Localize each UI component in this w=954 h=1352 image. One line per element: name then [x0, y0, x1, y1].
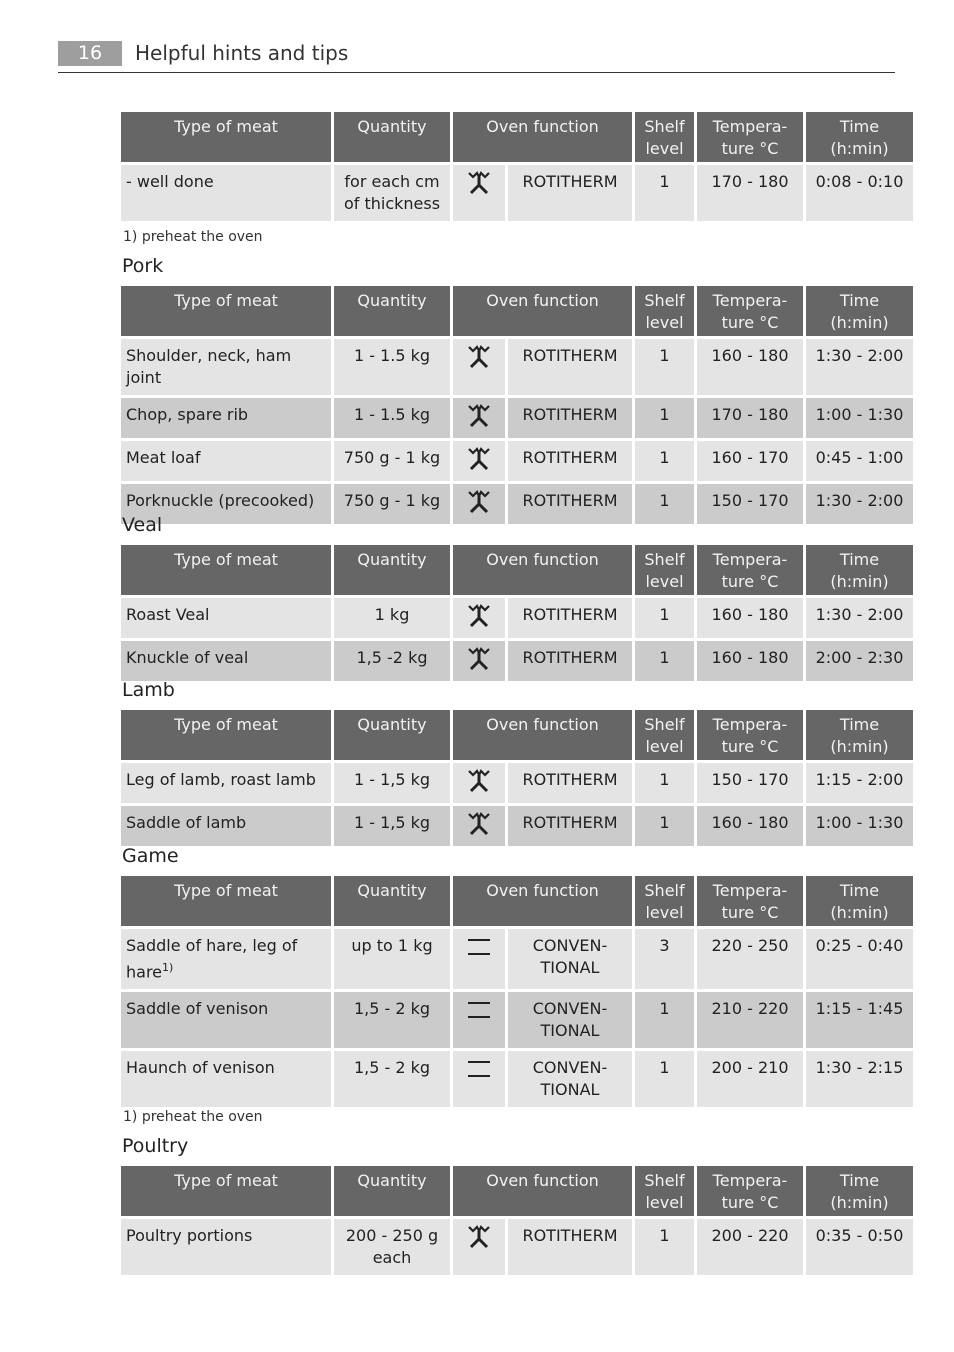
- cell-type-of-meat: [121, 763, 331, 803]
- footnote-marker: 1): [162, 961, 174, 974]
- cell-quantity: 1 - 1,5 kg: [334, 763, 450, 803]
- cell-function-icon: [453, 598, 505, 638]
- header-row: [121, 710, 913, 760]
- cell-shelf-level: 1: [635, 398, 694, 438]
- cell-quantity: 1 kg: [334, 598, 450, 638]
- table-row: [121, 1219, 913, 1275]
- conventional-icon: [466, 944, 492, 963]
- cell-oven-function: ROTITHERM: [508, 398, 632, 438]
- header-quantity: Quantity: [334, 876, 450, 926]
- header-shelf-level: Shelf level: [635, 112, 694, 162]
- table-game: [118, 873, 916, 1110]
- cell-time: 1:00 - 1:30: [806, 806, 913, 846]
- meat-name: Saddle of lamb: [126, 813, 247, 832]
- cell-shelf-level: 1: [635, 165, 694, 221]
- header-type-of-meat: Type of meat: [121, 876, 331, 926]
- header-temperature: Tempera-ture °C: [697, 1166, 803, 1216]
- cell-type-of-meat: [121, 992, 331, 1048]
- cell-oven-function: CONVEN-TIONAL: [508, 992, 632, 1048]
- table-row: [121, 441, 913, 481]
- cell-function-icon: [453, 1051, 505, 1107]
- cell-type-of-meat: [121, 1219, 331, 1275]
- table-row: [121, 763, 913, 803]
- header-row: [121, 1166, 913, 1216]
- rotitherm-icon: [466, 656, 492, 675]
- cell-function-icon: [453, 484, 505, 524]
- table-row: [121, 992, 913, 1048]
- table-poultry: [118, 1163, 916, 1278]
- cell-quantity: 1 - 1.5 kg: [334, 398, 450, 438]
- conventional-icon: [466, 1066, 492, 1085]
- cell-type-of-meat: [121, 929, 331, 989]
- cell-time: 1:00 - 1:30: [806, 398, 913, 438]
- section-title-game: Game: [122, 845, 179, 867]
- cell-function-icon: [453, 992, 505, 1048]
- rotitherm-icon: [466, 821, 492, 840]
- header-oven-function: Oven function: [453, 1166, 632, 1216]
- rotitherm-icon: [466, 1234, 492, 1253]
- cell-oven-function: ROTITHERM: [508, 484, 632, 524]
- cell-temperature: 150 - 170: [697, 484, 803, 524]
- table-pork: [118, 283, 916, 527]
- cell-temperature: 150 - 170: [697, 763, 803, 803]
- cell-quantity: up to 1 kg: [334, 929, 450, 989]
- cell-time: 0:35 - 0:50: [806, 1219, 913, 1275]
- cell-function-icon: [453, 806, 505, 846]
- meat-name: Chop, spare rib: [126, 405, 249, 424]
- cell-oven-function: ROTITHERM: [508, 339, 632, 395]
- cell-temperature: 170 - 180: [697, 165, 803, 221]
- header-shelf-level: Shelf level: [635, 545, 694, 595]
- cell-function-icon: [453, 763, 505, 803]
- header-temperature: Tempera-ture °C: [697, 876, 803, 926]
- meat-name: Porknuckle (precooked): [126, 491, 315, 510]
- cell-temperature: 200 - 210: [697, 1051, 803, 1107]
- cell-oven-function: ROTITHERM: [508, 641, 632, 681]
- header-type-of-meat: Type of meat: [121, 1166, 331, 1216]
- rotitherm-icon: [466, 499, 492, 518]
- header-oven-function: Oven function: [453, 286, 632, 336]
- header-quantity: Quantity: [334, 545, 450, 595]
- cell-shelf-level: 1: [635, 641, 694, 681]
- meat-name: Saddle of hare, leg of hare: [126, 936, 298, 982]
- header-type-of-meat: Type of meat: [121, 710, 331, 760]
- cell-function-icon: [453, 441, 505, 481]
- header-row: [121, 112, 913, 162]
- cell-oven-function: CONVEN-TIONAL: [508, 929, 632, 989]
- header-time: Time (h:min): [806, 876, 913, 926]
- cell-function-icon: [453, 398, 505, 438]
- header-time: Time (h:min): [806, 1166, 913, 1216]
- cell-function-icon: [453, 641, 505, 681]
- cell-oven-function: ROTITHERM: [508, 1219, 632, 1275]
- cell-oven-function: CONVEN-TIONAL: [508, 1051, 632, 1107]
- page-header: [58, 40, 895, 73]
- table-row: [121, 806, 913, 846]
- cell-oven-function: ROTITHERM: [508, 441, 632, 481]
- header-time: Time (h:min): [806, 112, 913, 162]
- rotitherm-icon: [466, 413, 492, 432]
- header-shelf-level: Shelf level: [635, 1166, 694, 1216]
- header-oven-function: Oven function: [453, 876, 632, 926]
- cell-temperature: 160 - 180: [697, 806, 803, 846]
- header-time: Time (h:min): [806, 286, 913, 336]
- cell-time: 1:30 - 2:15: [806, 1051, 913, 1107]
- meat-name: Knuckle of veal: [126, 648, 249, 667]
- table-top: [118, 109, 916, 224]
- header-quantity: Quantity: [334, 112, 450, 162]
- meat-name: Haunch of venison: [126, 1058, 275, 1077]
- cell-temperature: 170 - 180: [697, 398, 803, 438]
- cell-quantity: 1 - 1.5 kg: [334, 339, 450, 395]
- cell-time: 1:15 - 2:00: [806, 763, 913, 803]
- table-lamb: [118, 707, 916, 849]
- cell-time: 2:00 - 2:30: [806, 641, 913, 681]
- section-title-poultry: Poultry: [122, 1135, 189, 1157]
- table-row: [121, 484, 913, 524]
- cell-oven-function: ROTITHERM: [508, 806, 632, 846]
- cell-shelf-level: 1: [635, 992, 694, 1048]
- section-title-pork: Pork: [122, 255, 164, 277]
- cell-function-icon: [453, 1219, 505, 1275]
- cell-quantity: 750 g - 1 kg: [334, 441, 450, 481]
- section-title-lamb: Lamb: [122, 679, 175, 701]
- cell-quantity: 1,5 -2 kg: [334, 641, 450, 681]
- header-quantity: Quantity: [334, 286, 450, 336]
- cell-temperature: 160 - 180: [697, 598, 803, 638]
- table-row: [121, 641, 913, 681]
- cell-oven-function: ROTITHERM: [508, 165, 632, 221]
- cell-temperature: 210 - 220: [697, 992, 803, 1048]
- footnote: 1) preheat the oven: [123, 229, 263, 245]
- cell-shelf-level: 1: [635, 806, 694, 846]
- cell-type-of-meat: [121, 339, 331, 395]
- header-shelf-level: Shelf level: [635, 710, 694, 760]
- conventional-icon: [466, 1007, 492, 1026]
- cell-quantity: 1,5 - 2 kg: [334, 1051, 450, 1107]
- table-row: [121, 339, 913, 395]
- meat-name: Poultry portions: [126, 1226, 253, 1245]
- cell-time: 0:25 - 0:40: [806, 929, 913, 989]
- cell-type-of-meat: [121, 1051, 331, 1107]
- table-row: [121, 165, 913, 221]
- header-oven-function: Oven function: [453, 112, 632, 162]
- cell-function-icon: [453, 165, 505, 221]
- cell-function-icon: [453, 929, 505, 989]
- rotitherm-icon: [466, 613, 492, 632]
- header-time: Time (h:min): [806, 545, 913, 595]
- header-quantity: Quantity: [334, 710, 450, 760]
- page-number: 16: [58, 41, 122, 66]
- cell-type-of-meat: [121, 806, 331, 846]
- cell-time: 0:08 - 0:10: [806, 165, 913, 221]
- cell-shelf-level: 1: [635, 1051, 694, 1107]
- header-temperature: Tempera-ture °C: [697, 112, 803, 162]
- header-oven-function: Oven function: [453, 545, 632, 595]
- cell-quantity: for each cm of thickness: [334, 165, 450, 221]
- meat-name: Shoulder, neck, ham joint: [126, 346, 292, 387]
- header-time: Time (h:min): [806, 710, 913, 760]
- header-temperature: Tempera-ture °C: [697, 545, 803, 595]
- cell-quantity: 750 g - 1 kg: [334, 484, 450, 524]
- rotitherm-icon: [466, 778, 492, 797]
- cell-temperature: 200 - 220: [697, 1219, 803, 1275]
- header-quantity: Quantity: [334, 1166, 450, 1216]
- rotitherm-icon: [466, 180, 492, 199]
- cell-shelf-level: 1: [635, 598, 694, 638]
- cell-quantity: 200 - 250 g each: [334, 1219, 450, 1275]
- meat-name: Roast Veal: [126, 605, 210, 624]
- table-row: [121, 398, 913, 438]
- cell-shelf-level: 1: [635, 484, 694, 524]
- table-row: [121, 1051, 913, 1107]
- header-oven-function: Oven function: [453, 710, 632, 760]
- header-temperature: Tempera-ture °C: [697, 286, 803, 336]
- header-type-of-meat: Type of meat: [121, 112, 331, 162]
- cell-type-of-meat: [121, 641, 331, 681]
- meat-name: Meat loaf: [126, 448, 201, 467]
- table-veal: [118, 542, 916, 684]
- section-title-veal: Veal: [122, 514, 163, 536]
- header-shelf-level: Shelf level: [635, 286, 694, 336]
- cell-oven-function: ROTITHERM: [508, 598, 632, 638]
- table-row: [121, 929, 913, 989]
- page-title: Helpful hints and tips: [135, 41, 349, 65]
- cell-shelf-level: 1: [635, 1219, 694, 1275]
- header-row: [121, 545, 913, 595]
- cell-temperature: 160 - 180: [697, 641, 803, 681]
- header-type-of-meat: Type of meat: [121, 545, 331, 595]
- rotitherm-icon: [466, 354, 492, 373]
- cell-time: 1:15 - 1:45: [806, 992, 913, 1048]
- cell-time: 0:45 - 1:00: [806, 441, 913, 481]
- cell-type-of-meat: [121, 398, 331, 438]
- cell-type-of-meat: [121, 441, 331, 481]
- table-row: [121, 598, 913, 638]
- cell-time: 1:30 - 2:00: [806, 598, 913, 638]
- cell-oven-function: ROTITHERM: [508, 763, 632, 803]
- cell-shelf-level: 1: [635, 339, 694, 395]
- cell-time: 1:30 - 2:00: [806, 484, 913, 524]
- meat-name: - well done: [126, 172, 214, 191]
- header-row: [121, 286, 913, 336]
- header-row: [121, 876, 913, 926]
- cell-type-of-meat: [121, 598, 331, 638]
- footnote: 1) preheat the oven: [123, 1109, 263, 1125]
- cell-function-icon: [453, 339, 505, 395]
- cell-time: 1:30 - 2:00: [806, 339, 913, 395]
- cell-shelf-level: 1: [635, 441, 694, 481]
- header-type-of-meat: Type of meat: [121, 286, 331, 336]
- meat-name: Leg of lamb, roast lamb: [126, 770, 316, 789]
- cell-temperature: 160 - 180: [697, 339, 803, 395]
- cell-shelf-level: 1: [635, 763, 694, 803]
- cell-temperature: 220 - 250: [697, 929, 803, 989]
- header-shelf-level: Shelf level: [635, 876, 694, 926]
- cell-type-of-meat: [121, 165, 331, 221]
- cell-quantity: 1 - 1,5 kg: [334, 806, 450, 846]
- cell-shelf-level: 3: [635, 929, 694, 989]
- meat-name: Saddle of venison: [126, 999, 269, 1018]
- header-temperature: Tempera-ture °C: [697, 710, 803, 760]
- cell-quantity: 1,5 - 2 kg: [334, 992, 450, 1048]
- rotitherm-icon: [466, 456, 492, 475]
- cell-temperature: 160 - 170: [697, 441, 803, 481]
